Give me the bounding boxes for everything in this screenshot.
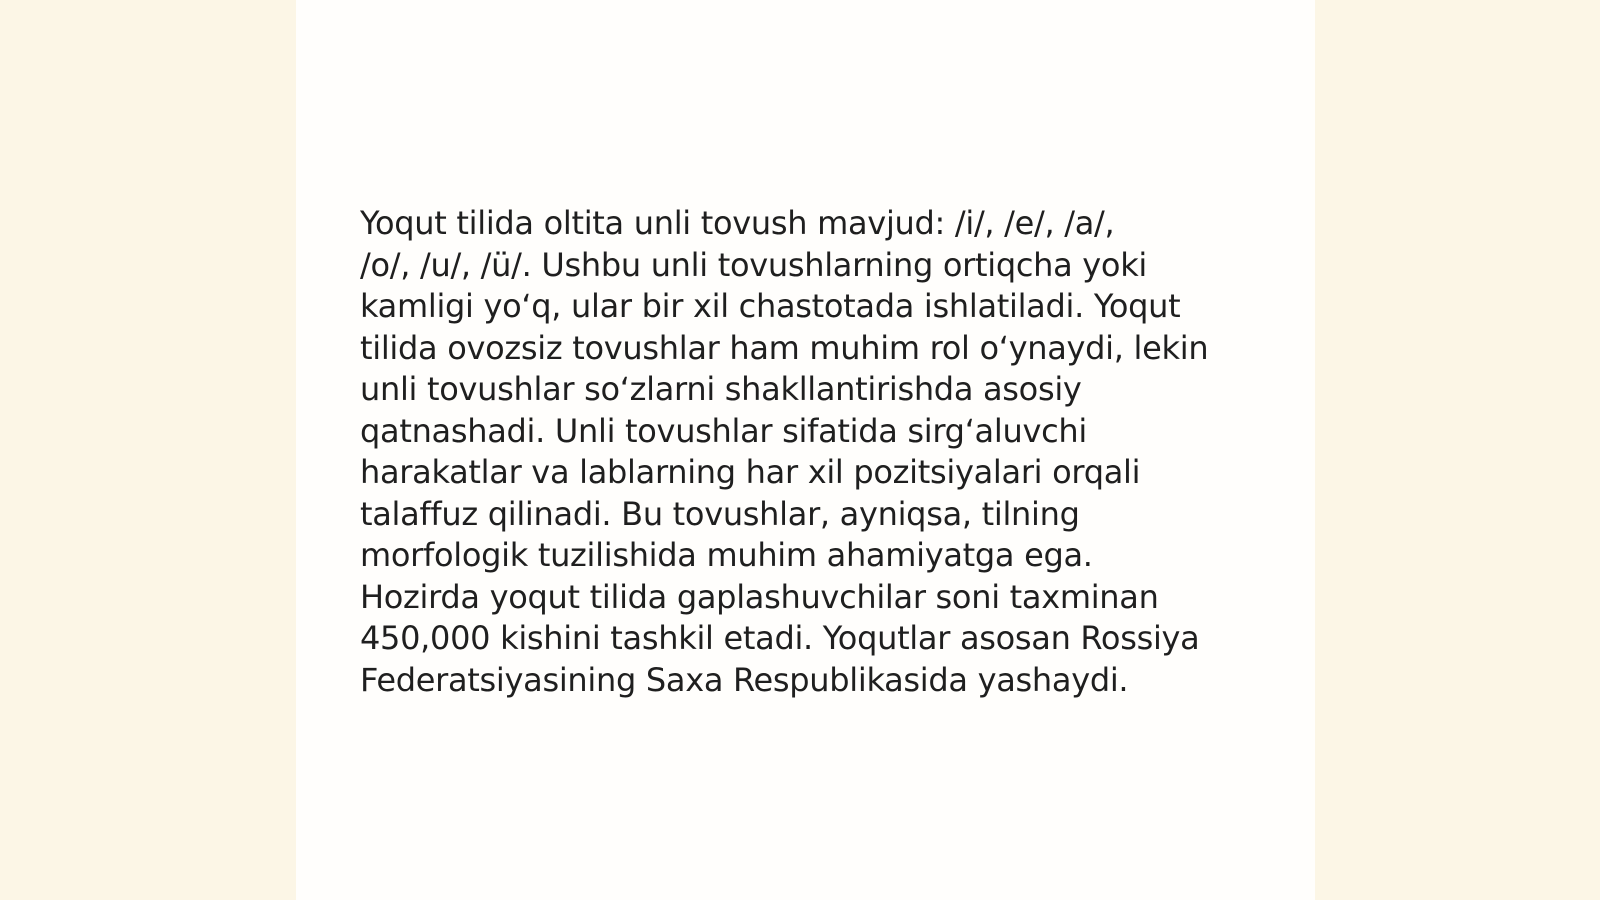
background-right-margin (1315, 0, 1600, 900)
text-line: tilida ovozsiz tovushlar ham muhim rol oʻynaydi, lekin (360, 328, 1209, 367)
text-line: unli tovushlar soʻzlarni shakllantirishda asosiy (360, 370, 1082, 408)
slide-body-text (360, 203, 1260, 701)
slide-canvas (296, 0, 1315, 900)
text-line: /o/, /u/, /ü/. Ushbu unli tovushlarning ortiqcha yoki (360, 245, 1148, 284)
text-line: qatnashadi. Unli tovushlar sifatida sirgʻaluvchi (360, 411, 1087, 450)
text-line: morfologik tuzilishida muhim ahamiyatga ega. (360, 536, 1093, 574)
text-line: Yoqut tilida oltita unli tovush mavjud: /i/, /e/, /a/, (360, 204, 1115, 242)
text-line: kamligi yoʻq, ular bir xil chastotada ishlatiladi. Yoqut (360, 287, 1181, 325)
text-line: 450,000 kishini tashkil etadi. Yoqutlar asosan Rossiya (360, 619, 1200, 657)
text-line: Hozirda yoqut tilida gaplashuvchilar soni taxminan (360, 577, 1159, 616)
text-line: harakatlar va lablarning har xil pozitsiyalari orqali (360, 453, 1141, 491)
text-line: Federatsiyasining Saxa Respublikasida yashaydi. (360, 660, 1129, 699)
text-line: talaffuz qilinadi. Bu tovushlar, ayniqsa, tilning (360, 494, 1080, 533)
background-left-margin (0, 0, 296, 900)
